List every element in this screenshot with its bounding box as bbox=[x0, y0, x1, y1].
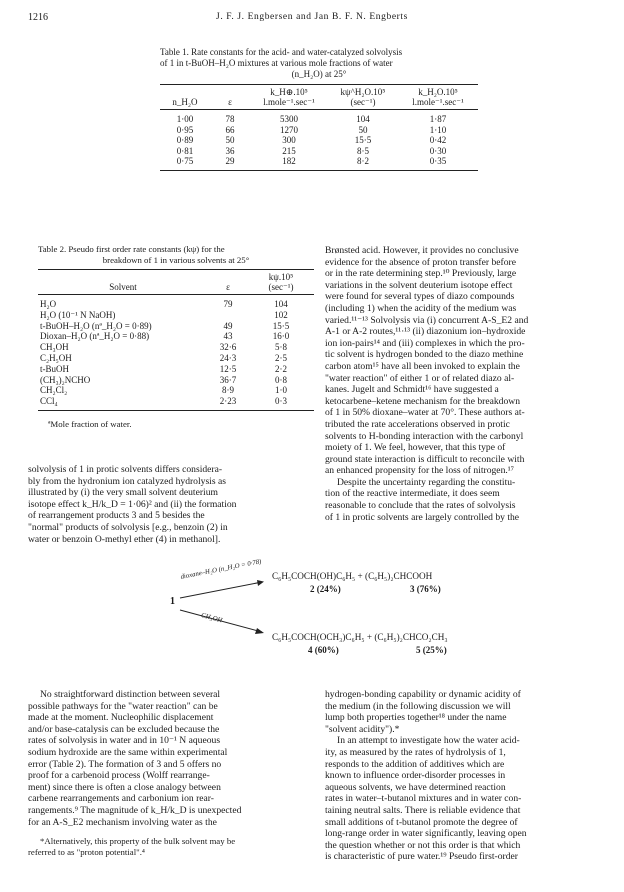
text-line: solvents to H-bonding interaction with the carbonyl bbox=[325, 430, 524, 442]
page-number: 1216 bbox=[28, 12, 48, 23]
table-row: 0·95 66 1270 50 1·10 bbox=[176, 124, 447, 135]
text-line: rates of solvolysis in water and in 10⁻¹ N aqueous bbox=[28, 735, 221, 747]
col-header-solvent: Solvent bbox=[109, 282, 137, 292]
text-line: kanes. Jugelt and Schmidt¹⁶ have suggested a bbox=[325, 384, 499, 396]
text-line: proof for a carbenoid process (Wolff rearrange- bbox=[28, 770, 210, 782]
col-header-n: n_H₂O bbox=[172, 97, 198, 107]
table-row: H₂O 79 104 bbox=[40, 299, 288, 309]
text-line: hydrogen-bonding capability or dynamic acidity of bbox=[325, 689, 521, 700]
running-header bbox=[28, 12, 596, 26]
table-row: 0·89 50 300 15·5 0·42 bbox=[176, 135, 447, 145]
table-2-header-row bbox=[38, 270, 314, 294]
running-authors: J. F. J. Engbersen and Jan B. F. N. Engberts bbox=[216, 12, 408, 22]
text-line: ion ion-pairs¹⁴ and (iii) complexes in which the pro- bbox=[325, 337, 525, 349]
text-line: sodium hydroxide are the same within experimental bbox=[28, 746, 228, 758]
text-line: the question whether or not this order is that which bbox=[325, 839, 521, 851]
text-line: moiety of 1. We feel, however, that this type of bbox=[325, 442, 506, 454]
text-line: water or benzoin O-methyl ether (4) in methanol]. bbox=[28, 533, 221, 545]
text-line: known to influence order-disorder processes in bbox=[325, 770, 506, 782]
text-line: lump both properties together¹⁸ under the name bbox=[325, 712, 507, 724]
left-column-lower-text bbox=[28, 689, 314, 857]
table-row: t-BuOH–H₂O (nª_H₂O = 0·89) 49 15·5 bbox=[40, 320, 290, 331]
text-line: ity, as measured by the rates of hydrolysis of 1, bbox=[325, 746, 506, 758]
table-row: 0·81 36 215 8·5 0·30 bbox=[176, 145, 447, 156]
condition-up-label: dioxane–H₂O (n_H₂O = 0·78) bbox=[180, 558, 263, 581]
right-column-lower-text bbox=[325, 689, 597, 863]
table-row: 0·75 29 182 8·2 0·35 bbox=[176, 156, 447, 166]
reactant-label: 1 bbox=[170, 596, 175, 607]
text-line: A-1 or A-2 routes,¹¹·¹³ (ii) diazonium ion–hydroxide bbox=[325, 326, 526, 338]
table-2-footnote: ªMole fraction of water. bbox=[48, 418, 132, 429]
text-line: "solvent acidity").* bbox=[325, 723, 400, 735]
col-header-kh: k_H⊕.10⁵ l.mole⁻¹.sec⁻¹ bbox=[263, 87, 315, 107]
table-row: (CH₃)₂NCHO 36·7 0·8 bbox=[40, 374, 287, 385]
col-header-eps: ε bbox=[226, 282, 230, 292]
col-header-kpsi: kψ.10⁵ (sec⁻¹) bbox=[268, 272, 294, 292]
text-line: of 1 in protic solvents are largely controlled by the bbox=[325, 511, 520, 523]
text-line: is characteristic of pure water.¹⁹ Pseudo first-order bbox=[325, 851, 518, 863]
text-line: Despite the uncertainty regarding the constitu- bbox=[337, 476, 516, 488]
text-line: carbene rearrangements and carbonium ion rear- bbox=[28, 793, 214, 805]
yield-3: 3 (76%) bbox=[410, 584, 441, 594]
text-line: or in the rate determining step.¹⁰ Previously, large bbox=[325, 268, 517, 280]
yield-2: 2 (24%) bbox=[310, 584, 341, 594]
table-row: C₂H₅OH 24·3 2·5 bbox=[40, 352, 287, 363]
table-row: CCl₄ 2·23 0·3 bbox=[40, 396, 287, 407]
text-line: were found for several types of diazo compounds bbox=[325, 291, 515, 303]
text-line: the medium (in the following discussion we will bbox=[325, 700, 511, 712]
text-line: variations in the solvent deuterium isotope effect bbox=[325, 279, 513, 291]
text-line: of 1 in 50% dioxane–water at 70°. These authors at- bbox=[325, 407, 525, 419]
text-line: ketocarbene–ketene mechanism for the breakdown bbox=[325, 395, 520, 407]
col-header-eps: ε bbox=[228, 97, 232, 107]
text-line: error (Table 2). The formation of 3 and 5 offers no bbox=[28, 758, 222, 770]
yield-5: 5 (25%) bbox=[416, 645, 447, 655]
text-line: Brønsted acid. However, it provides no conclusive bbox=[325, 245, 519, 256]
products-up: C₆H₅COCH(OH)C₆H₅ + (C₆H₅)₂CHCOOH bbox=[272, 571, 433, 581]
text-line: varied.¹¹⁻¹³ Solvolysis via (i) concurrent A-S_E2 and bbox=[325, 314, 529, 326]
text-line: rates in water–t-butanol mixtures and in water con- bbox=[325, 793, 522, 805]
col-header-kpsi: kψ^H₂O.10⁵ (sec⁻¹) bbox=[340, 87, 386, 107]
right-column-upper-text bbox=[325, 245, 597, 523]
yield-4: 4 (60%) bbox=[308, 645, 339, 655]
text-line: carbon atom¹⁵ have all been invoked to explain the bbox=[325, 360, 520, 372]
reaction-scheme bbox=[140, 558, 470, 673]
text-line: illustrated by (i) the very small solvent deuterium bbox=[28, 487, 218, 499]
table-row: CH₃OH 32·6 5·8 bbox=[40, 342, 287, 353]
table-1-caption: Table 1. Rate constants for the acid- and water-catalyzed solvolysis of 1 in t-BuOH–H₂O mixtures at various mole fractions of water (n_H₂O) at 25° bbox=[160, 47, 403, 79]
text-line: tion of the reactive intermediate, it does seem bbox=[325, 488, 500, 500]
condition-down-label: CH₃OH bbox=[200, 612, 223, 625]
text-line: isotope effect k_H/k_D = 1·06)² and (ii) the formation bbox=[28, 498, 237, 510]
text-line: tic solvent is hydrogen bonded to the diazo methine bbox=[325, 349, 524, 361]
text-line: of rearrangement products 3 and 5 besides the bbox=[28, 510, 205, 522]
text-line: possible pathways for the "water reaction" can be bbox=[28, 700, 218, 712]
arrow-up-icon bbox=[178, 578, 268, 600]
text-line: In an attempt to investigate how the water acid- bbox=[337, 735, 520, 747]
text-line: ground state interaction is difficult to reconcile with bbox=[325, 453, 525, 465]
arrow-down-icon bbox=[178, 608, 268, 636]
table-row: H₂O (10⁻¹ N NaOH) 102 bbox=[40, 309, 288, 320]
text-line: tributed the rate accelerations observed in protic bbox=[325, 418, 510, 430]
table-2-caption: Table 2. Pseudo first order rate constants (kψ) for the breakdown of 1 in various solvents at 25° bbox=[38, 244, 250, 265]
text-line: solvolysis of 1 in protic solvents differs considera- bbox=[28, 464, 223, 475]
table-1 bbox=[160, 47, 478, 171]
text-line: and/or base-catalysis can be excluded because the bbox=[28, 723, 220, 735]
footnote: *Alternatively, this property of the bulk solvent may be referred to as "proton potential".⁴ bbox=[28, 836, 236, 857]
text-line: "normal" products of solvolysis [e.g., benzoin (2) in bbox=[28, 521, 228, 533]
left-column-upper-text bbox=[28, 464, 314, 545]
text-line: reasonable to conclude that the rates of solvolysis bbox=[325, 500, 516, 512]
products-down: C₆H₅COCH(OCH₃)C₆H₅ + (C₆H₅)₂CHCO₂CH₃ bbox=[272, 632, 448, 642]
text-line: an enhanced propensity for the loss of nitrogen.¹⁷ bbox=[325, 465, 514, 477]
table-1-grid bbox=[160, 84, 478, 171]
text-line: "water reaction" of either 1 or of related diazo al- bbox=[325, 372, 515, 384]
text-line: aqueous solvents, we have determined reaction bbox=[325, 781, 506, 793]
table-row: 1·00 78 5300 104 1·87 bbox=[176, 114, 447, 124]
text-line: small additions of t-butanol promote the degree of bbox=[325, 816, 518, 828]
text-line: (including 1) when the acidity of the medium was bbox=[325, 302, 517, 314]
text-line: evidence for the absence of proton transfer before bbox=[325, 256, 516, 268]
table-row: Dioxan–H₂O (nª_H₂O = 0·88) 43 16·0 bbox=[40, 331, 290, 342]
text-line: No straightforward distinction between several bbox=[40, 689, 221, 700]
text-line: for an A-S_E2 mechanism involving water as the bbox=[28, 816, 217, 828]
text-line: rangements.⁹ The magnitude of k_H/k_D is unexpected bbox=[28, 804, 242, 816]
text-line: taining neutral salts. There is reliable evidence that bbox=[325, 804, 521, 816]
col-header-kw: k_H₂O.10⁵ l.mole⁻¹.sec⁻¹ bbox=[412, 87, 464, 107]
text-line: ment) since there is often a close analogy between bbox=[28, 781, 221, 793]
table-2-grid bbox=[38, 269, 314, 411]
text-line: bly from the hydronium ion catalyzed hydrolysis as bbox=[28, 475, 226, 487]
text-line: responds to the addition of additives which are bbox=[325, 758, 505, 770]
table-2 bbox=[38, 244, 314, 429]
text-line: made at the moment. Nucleophilic displacement bbox=[28, 712, 214, 724]
table-1-header-row bbox=[160, 85, 478, 109]
table-row: t-BuOH 12·5 2·2 bbox=[40, 363, 287, 374]
text-line: long-range order in water significantly, leaving open bbox=[325, 828, 527, 840]
table-row: CH₂Cl₂ 8·9 1·0 bbox=[40, 385, 287, 396]
